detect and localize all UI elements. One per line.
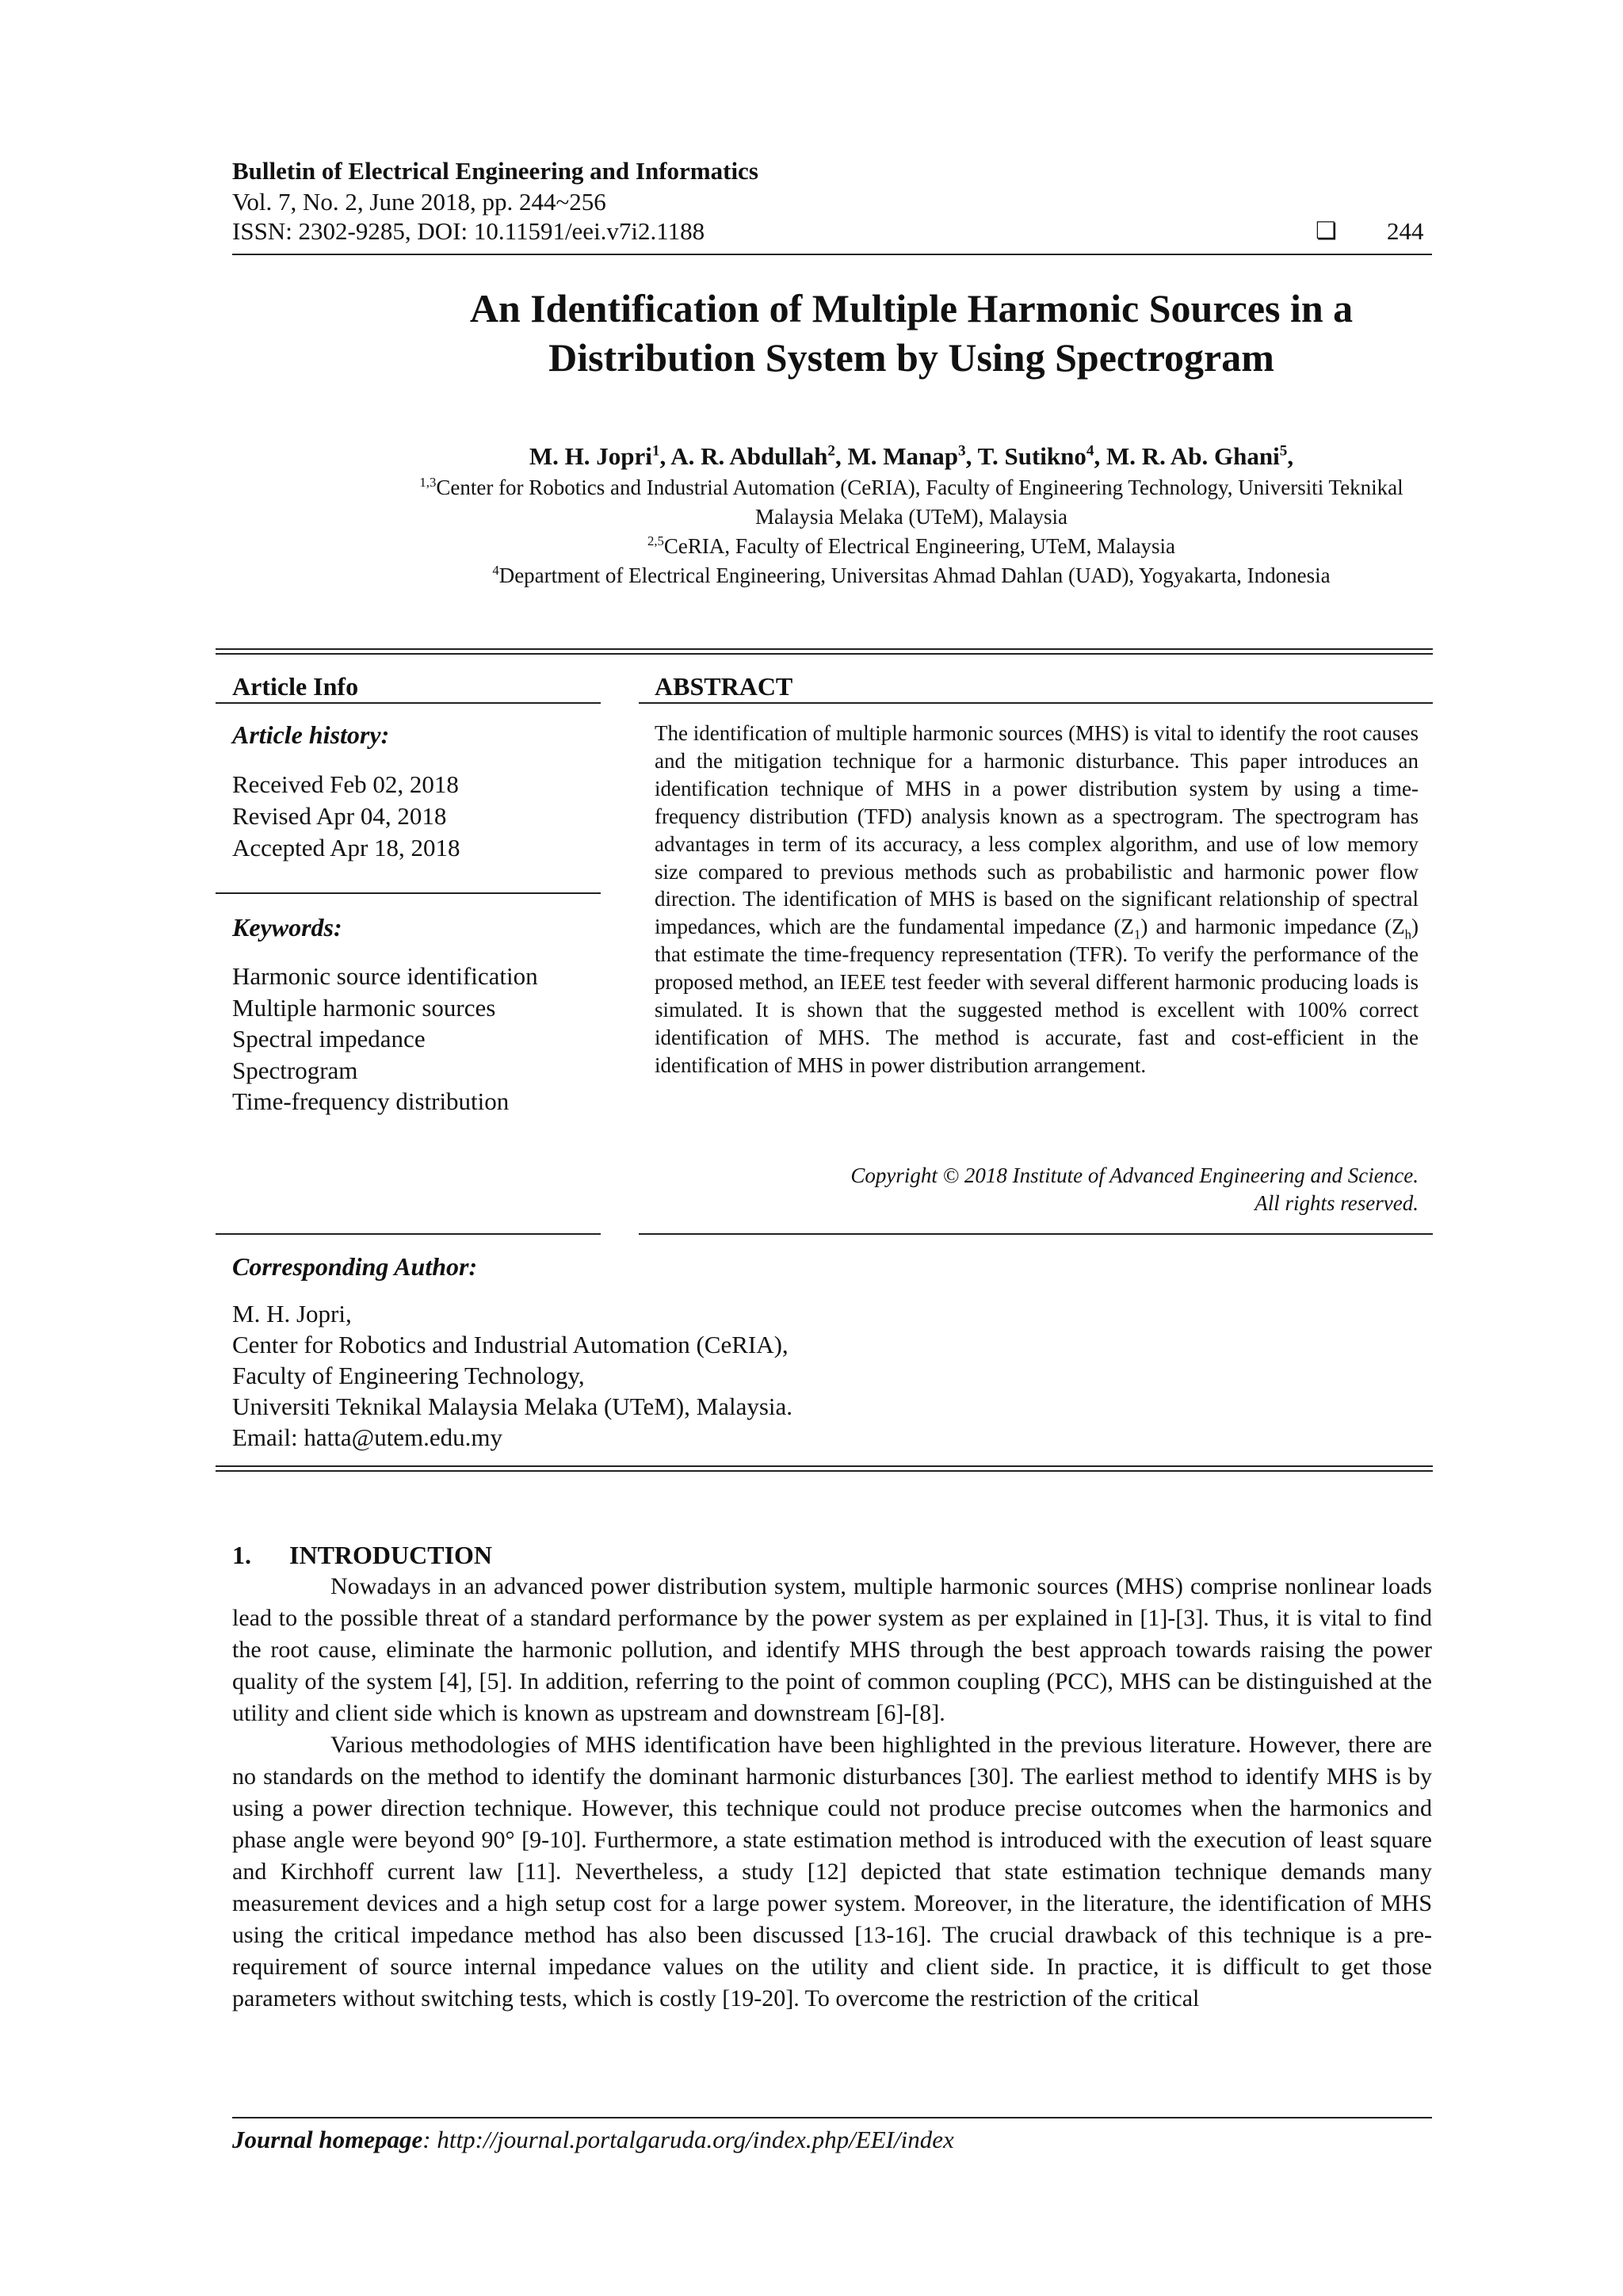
journal-name: Bulletin of Electrical Engineering and Informatics xyxy=(232,157,758,185)
paper-title-line2: Distribution System by Using Spectrogram xyxy=(548,335,1274,380)
author-sup: 4 xyxy=(1086,442,1094,460)
affiliation-text: Center for Robotics and Industrial Automation (CeRIA), Faculty of Engineering Technology, Universiti Teknikal xyxy=(436,476,1403,499)
info-bottom-rule xyxy=(216,1233,601,1235)
author-name: M. R. Ab. Ghani xyxy=(1106,442,1280,470)
section-rule-bottom xyxy=(216,1470,1433,1472)
affiliation-text: CeRIA, Faculty of Electrical Engineering, UTeM, Malaysia xyxy=(663,534,1176,558)
affiliation-1-cont: Malaysia Melaka (UTeM), Malaysia xyxy=(755,505,1067,529)
author-sup: 2 xyxy=(827,442,836,460)
abstract-bottom-rule xyxy=(639,1233,1433,1235)
affiliation-sup: 4 xyxy=(492,563,499,578)
paper-title-line1: An Identification of Multiple Harmonic Sources in a xyxy=(469,286,1354,330)
affiliation-sup: 1,3 xyxy=(419,475,437,490)
keyword-item: Spectrogram xyxy=(232,1056,358,1084)
author-name: A. R. Abdullah xyxy=(670,442,828,470)
abstract-text-part: ) and harmonic impedance (Z xyxy=(1140,915,1405,939)
author-name: M. H. Jopri xyxy=(529,442,652,470)
keyword-item: Spectral impedance xyxy=(232,1025,426,1052)
corresponding-line: Faculty of Engineering Technology, xyxy=(232,1362,585,1389)
author-sup: 3 xyxy=(958,442,966,460)
author-sep: , xyxy=(965,442,978,470)
author-list xyxy=(214,441,1609,472)
corresponding-line: Center for Robotics and Industrial Automation (CeRIA), xyxy=(232,1331,789,1358)
copyright-line: Copyright © 2018 Institute of Advanced Engineering and Science. xyxy=(850,1163,1419,1187)
corresponding-author-heading: Corresponding Author: xyxy=(232,1252,478,1281)
abstract-heading: ABSTRACT xyxy=(655,672,793,701)
article-info-rule xyxy=(216,702,601,704)
abstract-rule xyxy=(639,702,1433,704)
affiliation-text: Department of Electrical Engineering, Universitas Ahmad Dahlan (UAD), Yogyakarta, Indonesia xyxy=(498,563,1331,587)
affiliation-sup: 2,5 xyxy=(647,533,664,548)
author-sep: , xyxy=(1094,442,1106,470)
journal-volume: Vol. 7, No. 2, June 2018, pp. 244~256 xyxy=(232,188,606,216)
abstract-text-part: The identification of multiple harmonic sources (MHS) is vital to identify the root causes and the mitigation technique for a harmonic disturbance. This paper introduces an identification technique of MHS in a power distribution system by using a time-frequency distribution (TFD) analysis known as a spectrogram. The spectrogram has advantages in term of its accuracy, a less complex algorithm, and use of low memory size compared to previous methods such as probabilistic and harmonic power flow direction. The identification of MHS is based on the significant relationship of spectral impedances, which are the fundamental impedance (Z xyxy=(655,721,1419,939)
homepage-label: Journal homepage xyxy=(232,2126,423,2153)
corresponding-line: Universiti Teknikal Malaysia Melaka (UTeM), Malaysia. xyxy=(232,1392,793,1420)
author-sup: 5 xyxy=(1279,442,1288,460)
author-name: M. Manap xyxy=(847,442,959,470)
intro-paragraph-2: Various methodologies of MHS identification have been highlighted in the previous literature. However, there are no standards on the method to identify the dominant harmonic disturbances [30]. The earliest method to identify MHS is by using a power direction technique. However, this technique could not produce precise outcomes when the harmonics and phase angle were beyond 90° [9-10]. Furthermore, a state estimation method is introduced with the execution of least square and Kirchhoff current law [11]. Nevertheless, a study [12] depicted that state estimation technique demands many measurement devices and a high setup cost for a large power system. Moreover, in the literature, the identification of MHS using the critical impedance method has also been discussed [13-16]. The crucial drawback of this technique is a pre-requirement of source internal impedance values on the utility and client side. In practice, it is difficult to get those parameters without switching tests, which is costly [19-20]. To overcome the restriction of the critical xyxy=(232,1732,1432,2011)
article-info-heading: Article Info xyxy=(232,672,359,701)
intro-paragraph-1: Nowadays in an advanced power distribution system, multiple harmonic sources (MHS) comprise nonlinear loads lead to the possible threat of a standard performance by the power system as per explained in [1]-[3]. Thus, it is vital to find the root cause, eliminate the harmonic pollution, and identify MHS through the best approach towards raising the power quality of the system [4], [5]. In addition, referring to the point of common coupling (PCC), MHS can be distinguished at the utility and client side which is known as upstream and downstream [6]-[8]. xyxy=(232,1573,1432,1726)
keyword-item: Multiple harmonic sources xyxy=(232,994,496,1022)
corresponding-line: M. H. Jopri, xyxy=(232,1300,352,1328)
article-history-heading: Article history: xyxy=(232,720,390,749)
page-number: 244 xyxy=(1387,217,1424,245)
received-date: Received Feb 02, 2018 xyxy=(232,770,459,798)
keywords-heading: Keywords: xyxy=(232,913,342,942)
revised-date: Revised Apr 04, 2018 xyxy=(232,802,447,830)
author-sep: , xyxy=(659,442,671,470)
section-rule-top xyxy=(216,648,1433,650)
abstract-text-part: ) that estimate the time-frequency representation (TFR). To verify the performance of the proposed method, an IEEE test feeder with several different harmonic producing loads is simulated. It is shown that the suggested method is excellent with 100% correct identification of MHS. The method is accurate, fast and cost-efficient in the identification of MHS in power distribution arrangement. xyxy=(655,915,1419,1077)
author-sep: , xyxy=(835,442,848,470)
box-icon: ❏ xyxy=(1316,217,1337,245)
footer-rule xyxy=(232,2117,1432,2118)
abstract-text xyxy=(655,720,1419,1079)
author-sep: , xyxy=(1287,442,1294,470)
introduction-heading: 1. INTRODUCTION xyxy=(232,1541,493,1569)
abstract-subscript: 1 xyxy=(1133,926,1141,942)
abstract-subscript: h xyxy=(1404,926,1412,942)
journal-homepage xyxy=(232,2124,954,2156)
accepted-date: Accepted Apr 18, 2018 xyxy=(232,834,460,861)
corresponding-email: Email: hatta@utem.edu.my xyxy=(232,1423,503,1451)
rights-line: All rights reserved. xyxy=(1254,1191,1419,1215)
author-name: T. Sutikno xyxy=(977,442,1086,470)
section-rule-top xyxy=(216,653,1433,655)
keyword-item: Time-frequency distribution xyxy=(232,1087,510,1115)
author-sup: 1 xyxy=(651,442,660,460)
keyword-item: Harmonic source identification xyxy=(232,962,538,990)
homepage-link[interactable]: : http://journal.portalgaruda.org/index.php/EEI/index xyxy=(422,2126,954,2153)
keywords-rule xyxy=(216,892,601,894)
introduction-body xyxy=(232,1571,1432,2015)
affiliation-2 xyxy=(214,532,1609,561)
journal-issn: ISSN: 2302-9285, DOI: 10.11591/eei.v7i2.1188 xyxy=(232,217,705,245)
header-rule xyxy=(232,254,1432,255)
section-rule-bottom xyxy=(216,1465,1433,1467)
affiliation-1 xyxy=(214,473,1609,502)
affiliation-3 xyxy=(214,561,1609,590)
